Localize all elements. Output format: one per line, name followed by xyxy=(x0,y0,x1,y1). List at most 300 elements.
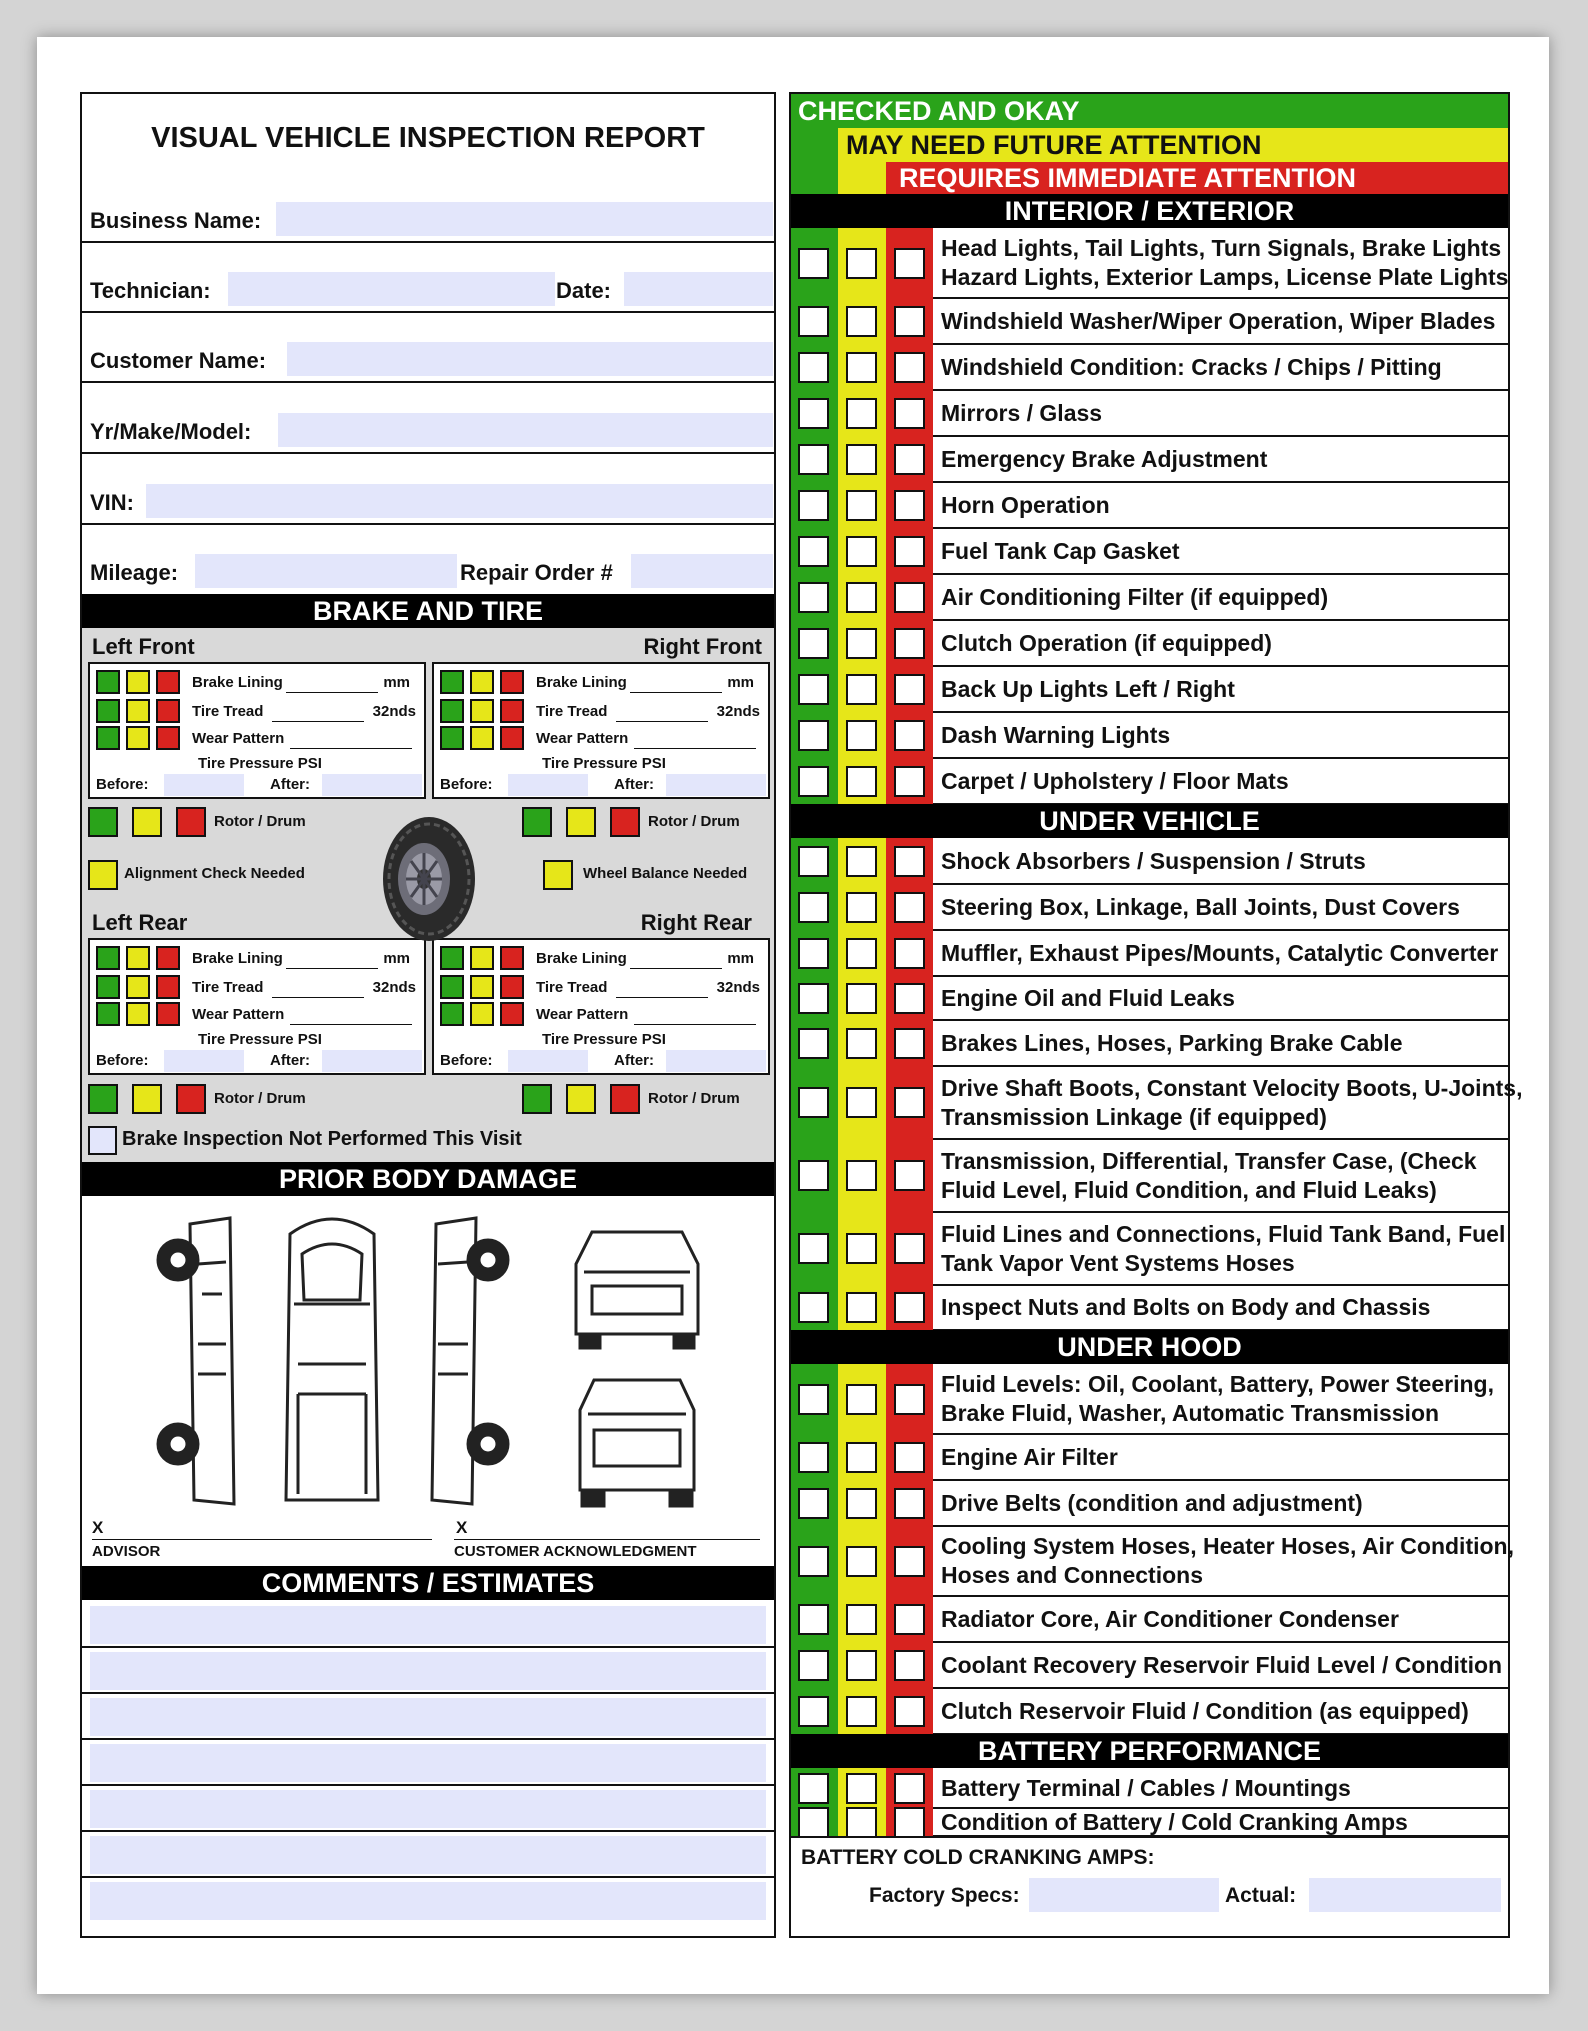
right-front-after-field[interactable] xyxy=(666,774,766,796)
interior-item-label xyxy=(941,721,1170,750)
right-front-tire-tread-line[interactable] xyxy=(616,721,708,722)
interior-item-text-line: Horn Operation xyxy=(941,491,1110,518)
right-front-tire-tread-immediate-box[interactable] xyxy=(500,699,524,723)
right-front-brake-lining-line[interactable] xyxy=(630,692,722,693)
under-vehicle-item-text-line: Shock Absorbers / Suspension / Struts xyxy=(941,847,1366,874)
comment-line[interactable] xyxy=(90,1790,766,1828)
under-vehicle-item-text-line: Fluid Level, Fluid Condition, and Fluid Leaks) xyxy=(941,1176,1437,1203)
divider xyxy=(82,1876,774,1878)
customer-acknowledgment-label: CUSTOMER ACKNOWLEDGMENT xyxy=(454,1543,697,1560)
left-rear-rotor-immediate-box[interactable] xyxy=(176,1084,206,1114)
under-vehicle-item-3-future-checkbox[interactable] xyxy=(846,938,877,969)
divider xyxy=(933,1065,1508,1067)
under-vehicle-item-label xyxy=(941,984,1235,1013)
truck-rear-view xyxy=(580,1380,694,1506)
alignment-check-box[interactable] xyxy=(88,860,118,890)
comment-line[interactable] xyxy=(90,1698,766,1736)
left-front-rotor-immediate-box[interactable] xyxy=(176,807,206,837)
left-front-wear-pattern-immediate-box[interactable] xyxy=(156,726,180,750)
left-rear-after-label: After: xyxy=(270,1052,310,1069)
right-front-rotor-drum xyxy=(522,807,762,839)
left-front-before-label: Before: xyxy=(96,776,149,793)
under-hood-header: UNDER HOOD xyxy=(791,1330,1508,1364)
right-front-brake-lining-future-box[interactable] xyxy=(470,670,494,694)
under-vehicle-item-text-line: Engine Oil and Fluid Leaks xyxy=(941,984,1235,1011)
brake-not-performed-checkbox[interactable] xyxy=(88,1126,117,1155)
under-hood-item-2-immediate-checkbox[interactable] xyxy=(894,1442,925,1473)
repair-order-field[interactable] xyxy=(631,554,773,588)
right-rear-rotor-ok-box[interactable] xyxy=(522,1084,552,1114)
under-vehicle-item-label xyxy=(941,1029,1403,1058)
comment-line[interactable] xyxy=(90,1744,766,1782)
under-vehicle-item-label xyxy=(941,1074,1522,1132)
divider xyxy=(933,1641,1508,1643)
right-front-rotor-ok-box[interactable] xyxy=(522,807,552,837)
right-rear-tire-tread-immediate-box[interactable] xyxy=(500,975,524,999)
interior-item-7-immediate-checkbox[interactable] xyxy=(894,536,925,567)
right-front-wear-pattern-immediate-box[interactable] xyxy=(500,726,524,750)
right-rear-brake-lining-immediate-box[interactable] xyxy=(500,946,524,970)
vin-label: VIN: xyxy=(90,490,134,515)
right-rear-tire-tread-future-box[interactable] xyxy=(470,975,494,999)
right-rear-wear-pattern-immediate-box[interactable] xyxy=(500,1002,524,1026)
interior-item-10-ok-checkbox[interactable] xyxy=(798,674,829,705)
interior-item-7-future-checkbox[interactable] xyxy=(846,536,877,567)
mileage-field[interactable] xyxy=(195,554,457,588)
under-vehicle-item-text-line: Tank Vapor Vent Systems Hoses xyxy=(941,1249,1295,1276)
right-rear-wear-pattern-line[interactable] xyxy=(634,1024,756,1025)
divider xyxy=(791,1836,1508,1838)
right-front-tire-tread-ok-box[interactable] xyxy=(440,699,464,723)
right-front-label: Right Front xyxy=(643,634,762,659)
under-hood-item-6-ok-checkbox[interactable] xyxy=(798,1650,829,1681)
under-vehicle-item-label xyxy=(941,1293,1430,1322)
divider xyxy=(933,619,1508,621)
left-front-wear-pattern-future-box[interactable] xyxy=(126,726,150,750)
under-hood-item-4-immediate-checkbox[interactable] xyxy=(894,1546,925,1577)
under-hood-item-5-future-checkbox[interactable] xyxy=(846,1604,877,1635)
right-front-rotor-immediate-box[interactable] xyxy=(610,807,640,837)
under-hood-item-text-line: Cooling System Hoses, Heater Hoses, Air Condition, xyxy=(941,1533,1514,1559)
left-rear-brake-lining-future-box[interactable] xyxy=(126,946,150,970)
left-panel xyxy=(80,92,776,1938)
interior-item-5-immediate-checkbox[interactable] xyxy=(894,444,925,475)
advisor-signature-line[interactable] xyxy=(92,1539,432,1540)
wheel-balance-box[interactable] xyxy=(543,860,573,890)
right-front-brake-lining-ok-box[interactable] xyxy=(440,670,464,694)
battery-item-text-line: Condition of Battery / Cold Cranking Amps xyxy=(941,1808,1408,1835)
left-front-after-label: After: xyxy=(270,776,310,793)
interior-item-label xyxy=(941,399,1102,428)
under-vehicle-item-3-immediate-checkbox[interactable] xyxy=(894,938,925,969)
left-rear-brake-lining-unit: mm xyxy=(383,950,410,967)
left-rear-tire-tread-line[interactable] xyxy=(272,997,364,998)
interior-item-1-future-checkbox[interactable] xyxy=(846,248,877,279)
divider xyxy=(933,1479,1508,1481)
interior-item-4-ok-checkbox[interactable] xyxy=(798,398,829,429)
interior-item-label xyxy=(941,353,1442,382)
divider xyxy=(82,452,774,454)
under-hood-item-2-future-checkbox[interactable] xyxy=(846,1442,877,1473)
divider xyxy=(933,527,1508,529)
under-hood-item-6-future-checkbox[interactable] xyxy=(846,1650,877,1681)
under-vehicle-item-2-future-checkbox[interactable] xyxy=(846,892,877,923)
checklist xyxy=(791,94,1523,1836)
right-front-tire-tread-future-box[interactable] xyxy=(470,699,494,723)
right-front-brake-lining-label: Brake Lining xyxy=(536,674,627,691)
date-field[interactable] xyxy=(624,272,773,306)
left-front-before-field[interactable] xyxy=(164,774,244,796)
interior-item-8-immediate-checkbox[interactable] xyxy=(894,582,925,613)
under-vehicle-item-1-immediate-checkbox[interactable] xyxy=(894,846,925,877)
interior-item-text-line: Carpet / Upholstery / Floor Mats xyxy=(941,767,1289,794)
left-rear-wear-pattern-line[interactable] xyxy=(290,1024,412,1025)
interior-item-3-immediate-checkbox[interactable] xyxy=(894,352,925,383)
interior-exterior-header: INTERIOR / EXTERIOR xyxy=(791,194,1508,228)
under-vehicle-item-7-immediate-checkbox[interactable] xyxy=(894,1160,925,1191)
right-front-wear-pattern-label: Wear Pattern xyxy=(536,730,629,747)
left-front-after-field[interactable] xyxy=(322,774,422,796)
prior-body-damage-header: PRIOR BODY DAMAGE xyxy=(82,1162,774,1196)
under-vehicle-header: UNDER VEHICLE xyxy=(791,804,1508,838)
under-vehicle-item-8-future-checkbox[interactable] xyxy=(846,1233,877,1264)
actual-field[interactable] xyxy=(1309,1878,1501,1912)
left-front-tire-tread-future-box[interactable] xyxy=(126,699,150,723)
left-rear-wear-pattern-immediate-box[interactable] xyxy=(156,1002,180,1026)
under-vehicle-item-7-ok-checkbox[interactable] xyxy=(798,1160,829,1191)
yr-make-model-field[interactable] xyxy=(278,413,773,447)
interior-item-1-ok-checkbox[interactable] xyxy=(798,248,829,279)
right-rear-brake-lining-future-box[interactable] xyxy=(470,946,494,970)
divider xyxy=(82,523,774,525)
interior-item-8-ok-checkbox[interactable] xyxy=(798,582,829,613)
left-front-brake-lining-label: Brake Lining xyxy=(192,674,283,691)
divider xyxy=(933,711,1508,713)
battery-item-1-ok-checkbox[interactable] xyxy=(798,1773,829,1804)
under-vehicle-item-6-immediate-checkbox[interactable] xyxy=(894,1087,925,1118)
truck-right-side-view xyxy=(432,1218,508,1504)
advisor-x: X xyxy=(92,1518,104,1537)
interior-item-4-immediate-checkbox[interactable] xyxy=(894,398,925,429)
under-hood-item-2-ok-checkbox[interactable] xyxy=(798,1442,829,1473)
interior-item-9-future-checkbox[interactable] xyxy=(846,628,877,659)
technician-label: Technician: xyxy=(90,278,211,303)
comment-line[interactable] xyxy=(90,1882,766,1920)
interior-item-8-future-checkbox[interactable] xyxy=(846,582,877,613)
interior-item-4-future-checkbox[interactable] xyxy=(846,398,877,429)
technician-field[interactable] xyxy=(228,272,555,306)
under-vehicle-item-6-ok-checkbox[interactable] xyxy=(798,1087,829,1118)
interior-item-12-future-checkbox[interactable] xyxy=(846,766,877,797)
under-hood-item-text-line: Hoses and Connections xyxy=(941,1562,1203,1588)
under-vehicle-item-8-ok-checkbox[interactable] xyxy=(798,1233,829,1264)
right-front-wear-pattern-ok-box[interactable] xyxy=(440,726,464,750)
under-hood-item-1-future-checkbox[interactable] xyxy=(846,1384,877,1415)
under-vehicle-item-5-future-checkbox[interactable] xyxy=(846,1028,877,1059)
interior-item-6-future-checkbox[interactable] xyxy=(846,490,877,521)
divider xyxy=(82,381,774,383)
left-front-brake-lining-ok-box[interactable] xyxy=(96,670,120,694)
right-rear-wear-pattern-future-box[interactable] xyxy=(470,1002,494,1026)
divider xyxy=(933,573,1508,575)
comments-estimates-header: COMMENTS / ESTIMATES xyxy=(82,1566,774,1600)
under-hood-item-1-ok-checkbox[interactable] xyxy=(798,1384,829,1415)
left-rear-brake-lining-immediate-box[interactable] xyxy=(156,946,180,970)
interior-item-2-immediate-checkbox[interactable] xyxy=(894,306,925,337)
right-rear-tire-box xyxy=(432,938,770,1075)
interior-item-text-line: Windshield Condition: Cracks / Chips / Pitting xyxy=(941,353,1442,380)
yr-make-model-label: Yr/Make/Model: xyxy=(90,419,252,444)
right-rear-tire-tread-ok-box[interactable] xyxy=(440,975,464,999)
divider xyxy=(933,1138,1508,1140)
advisor-label: ADVISOR xyxy=(92,1543,161,1560)
left-front-wear-pattern-label: Wear Pattern xyxy=(192,730,285,747)
left-rear-tire-tread-immediate-box[interactable] xyxy=(156,975,180,999)
under-vehicle-item-9-ok-checkbox[interactable] xyxy=(798,1292,829,1323)
date-label: Date: xyxy=(556,278,612,303)
divider xyxy=(933,1525,1508,1527)
right-front-before-field[interactable] xyxy=(508,774,588,796)
under-hood-item-7-immediate-checkbox[interactable] xyxy=(894,1696,925,1727)
under-vehicle-item-9-future-checkbox[interactable] xyxy=(846,1292,877,1323)
left-rear-wear-pattern-future-box[interactable] xyxy=(126,1002,150,1026)
comment-line[interactable] xyxy=(90,1652,766,1690)
under-vehicle-item-text-line: Steering Box, Linkage, Ball Joints, Dust Covers xyxy=(941,893,1460,920)
under-vehicle-item-3-ok-checkbox[interactable] xyxy=(798,938,829,969)
under-vehicle-item-2-immediate-checkbox[interactable] xyxy=(894,892,925,923)
interior-item-9-immediate-checkbox[interactable] xyxy=(894,628,925,659)
under-vehicle-item-9-immediate-checkbox[interactable] xyxy=(894,1292,925,1323)
interior-item-5-future-checkbox[interactable] xyxy=(846,444,877,475)
right-front-wear-pattern-future-box[interactable] xyxy=(470,726,494,750)
under-vehicle-item-1-ok-checkbox[interactable] xyxy=(798,846,829,877)
factory-specs-label: Factory Specs: xyxy=(869,1884,1020,1907)
right-rear-rotor-future-box[interactable] xyxy=(566,1084,596,1114)
left-front-tire-box xyxy=(88,662,426,799)
divider xyxy=(933,481,1508,483)
right-rear-rotor-drum xyxy=(522,1084,762,1116)
left-front-tire-tread-ok-box[interactable] xyxy=(96,699,120,723)
right-front-rotor-future-box[interactable] xyxy=(566,807,596,837)
left-rear-before-field[interactable] xyxy=(164,1050,244,1072)
interior-item-11-immediate-checkbox[interactable] xyxy=(894,720,925,751)
tire-icon xyxy=(380,814,478,944)
right-rear-after-field[interactable] xyxy=(666,1050,766,1072)
comment-line[interactable] xyxy=(90,1606,766,1644)
interior-item-10-future-checkbox[interactable] xyxy=(846,674,877,705)
battery-item-label xyxy=(941,1774,1351,1803)
under-hood-item-7-future-checkbox[interactable] xyxy=(846,1696,877,1727)
under-vehicle-item-4-immediate-checkbox[interactable] xyxy=(894,983,925,1014)
interior-item-1-immediate-checkbox[interactable] xyxy=(894,248,925,279)
left-rear-tire-tread-future-box[interactable] xyxy=(126,975,150,999)
left-front-rotor-drum xyxy=(88,807,388,839)
under-hood-item-label xyxy=(941,1532,1514,1590)
interior-item-6-ok-checkbox[interactable] xyxy=(798,490,829,521)
under-vehicle-item-8-immediate-checkbox[interactable] xyxy=(894,1233,925,1264)
interior-item-text-line: Dash Warning Lights xyxy=(941,721,1171,748)
left-front-tire-tread-immediate-box[interactable] xyxy=(156,699,180,723)
interior-item-2-ok-checkbox[interactable] xyxy=(798,306,829,337)
under-hood-item-3-immediate-checkbox[interactable] xyxy=(894,1488,925,1519)
interior-item-text-line: Back Up Lights Left / Right xyxy=(941,675,1235,702)
right-front-brake-lining-unit: mm xyxy=(727,674,754,691)
battery-item-2-future-checkbox[interactable] xyxy=(846,1807,877,1838)
truck-top-view xyxy=(286,1219,378,1500)
right-rear-after-label: After: xyxy=(614,1052,654,1069)
under-vehicle-item-5-immediate-checkbox[interactable] xyxy=(894,1028,925,1059)
business-name-field[interactable] xyxy=(276,202,773,236)
under-hood-item-4-ok-checkbox[interactable] xyxy=(798,1546,829,1577)
brake-not-performed-label: Brake Inspection Not Performed This Visit xyxy=(122,1128,522,1150)
interior-item-10-immediate-checkbox[interactable] xyxy=(894,674,925,705)
comment-line[interactable] xyxy=(90,1836,766,1874)
interior-item-11-ok-checkbox[interactable] xyxy=(798,720,829,751)
left-front-wear-pattern-line[interactable] xyxy=(290,748,412,749)
battery-item-1-immediate-checkbox[interactable] xyxy=(894,1773,925,1804)
under-vehicle-item-text-line: Transmission Linkage (if equipped) xyxy=(941,1103,1327,1130)
right-panel xyxy=(789,92,1523,1938)
left-front-tire-tread-line[interactable] xyxy=(272,721,364,722)
under-vehicle-item-label xyxy=(941,847,1366,876)
vin-field[interactable] xyxy=(146,484,773,518)
right-front-tire-tread-unit: 32nds xyxy=(716,703,760,720)
right-front-brake-lining-immediate-box[interactable] xyxy=(500,670,524,694)
battery-item-2-ok-checkbox[interactable] xyxy=(798,1807,829,1838)
interior-item-label xyxy=(941,491,1110,520)
left-front-brake-lining-immediate-box[interactable] xyxy=(156,670,180,694)
left-rear-tire-tread-ok-box[interactable] xyxy=(96,975,120,999)
battery-item-1-future-checkbox[interactable] xyxy=(846,1773,877,1804)
left-rear-rotor-future-box[interactable] xyxy=(132,1084,162,1114)
left-rear-rotor-drum-label: Rotor / Drum xyxy=(214,1090,306,1107)
interior-item-6-immediate-checkbox[interactable] xyxy=(894,490,925,521)
divider xyxy=(933,929,1508,931)
interior-item-12-ok-checkbox[interactable] xyxy=(798,766,829,797)
under-hood-item-1-immediate-checkbox[interactable] xyxy=(894,1384,925,1415)
right-front-after-label: After: xyxy=(614,776,654,793)
legend-immediate-attention: REQUIRES IMMEDIATE ATTENTION xyxy=(899,163,1356,193)
left-rear-label: Left Rear xyxy=(92,910,188,935)
left-rear-after-field[interactable] xyxy=(322,1050,422,1072)
under-vehicle-item-text-line: Transmission, Differential, Transfer Case, (Check xyxy=(941,1147,1477,1174)
under-vehicle-item-1-future-checkbox[interactable] xyxy=(846,846,877,877)
under-vehicle-item-4-ok-checkbox[interactable] xyxy=(798,983,829,1014)
under-vehicle-item-7-future-checkbox[interactable] xyxy=(846,1160,877,1191)
left-rear-brake-lining-line[interactable] xyxy=(286,968,378,969)
under-hood-item-text-line: Brake Fluid, Washer, Automatic Transmission xyxy=(941,1400,1440,1426)
truck-front-view xyxy=(576,1232,698,1348)
divider xyxy=(933,975,1508,977)
right-rear-rotor-immediate-box[interactable] xyxy=(610,1084,640,1114)
interior-item-text-line: Windshield Washer/Wiper Operation, Wiper Blades xyxy=(941,307,1496,334)
under-hood-item-label xyxy=(941,1697,1469,1726)
left-rear-wear-pattern-ok-box[interactable] xyxy=(96,1002,120,1026)
interior-item-text-line: Fuel Tank Cap Gasket xyxy=(941,537,1180,564)
interior-item-5-ok-checkbox[interactable] xyxy=(798,444,829,475)
left-front-rotor-future-box[interactable] xyxy=(132,807,162,837)
under-vehicle-item-4-future-checkbox[interactable] xyxy=(846,983,877,1014)
under-hood-item-7-ok-checkbox[interactable] xyxy=(798,1696,829,1727)
right-rear-wear-pattern-ok-box[interactable] xyxy=(440,1002,464,1026)
brake-and-tire-header: BRAKE AND TIRE xyxy=(82,594,774,628)
under-hood-item-text-line: Fluid Levels: Oil, Coolant, Battery, Power Steering, xyxy=(941,1371,1494,1397)
right-rear-wear-pattern-label: Wear Pattern xyxy=(536,1006,629,1023)
left-rear-wear-pattern-label: Wear Pattern xyxy=(192,1006,285,1023)
right-rear-tire-pressure-label: Tire Pressure PSI xyxy=(542,1031,666,1048)
interior-item-11-future-checkbox[interactable] xyxy=(846,720,877,751)
right-rear-brake-lining-ok-box[interactable] xyxy=(440,946,464,970)
under-hood-item-3-ok-checkbox[interactable] xyxy=(798,1488,829,1519)
factory-specs-field[interactable] xyxy=(1029,1878,1219,1912)
under-hood-item-label xyxy=(941,1370,1494,1428)
divider xyxy=(82,311,774,313)
customer-signature-line[interactable] xyxy=(454,1539,760,1540)
customer-name-field[interactable] xyxy=(287,342,773,376)
divider xyxy=(82,241,774,243)
under-vehicle-item-6-future-checkbox[interactable] xyxy=(846,1087,877,1118)
interior-item-12-immediate-checkbox[interactable] xyxy=(894,766,925,797)
left-front-rotor-ok-box[interactable] xyxy=(88,807,118,837)
under-hood-item-6-immediate-checkbox[interactable] xyxy=(894,1650,925,1681)
left-front-brake-lining-line[interactable] xyxy=(286,692,378,693)
right-front-before-label: Before: xyxy=(440,776,493,793)
divider xyxy=(933,1019,1508,1021)
under-vehicle-item-2-ok-checkbox[interactable] xyxy=(798,892,829,923)
under-hood-item-4-future-checkbox[interactable] xyxy=(846,1546,877,1577)
interior-item-2-future-checkbox[interactable] xyxy=(846,306,877,337)
interior-item-3-future-checkbox[interactable] xyxy=(846,352,877,383)
divider xyxy=(933,1284,1508,1286)
under-vehicle-item-text-line: Brakes Lines, Hoses, Parking Brake Cable xyxy=(941,1029,1403,1056)
under-hood-item-3-future-checkbox[interactable] xyxy=(846,1488,877,1519)
right-rear-brake-lining-unit: mm xyxy=(727,950,754,967)
actual-label: Actual: xyxy=(1225,1884,1297,1907)
left-rear-tire-tread-unit: 32nds xyxy=(372,979,416,996)
interior-item-label xyxy=(941,583,1328,612)
right-rear-brake-lining-line[interactable] xyxy=(630,968,722,969)
left-rear-brake-lining-ok-box[interactable] xyxy=(96,946,120,970)
under-hood-item-text-line: Drive Belts (condition and adjustment) xyxy=(941,1489,1363,1516)
left-rear-rotor-ok-box[interactable] xyxy=(88,1084,118,1114)
under-vehicle-item-text-line: Fluid Lines and Connections, Fluid Tank Band, Fuel xyxy=(941,1220,1506,1247)
divider xyxy=(933,343,1508,345)
left-rear-tire-pressure-label: Tire Pressure PSI xyxy=(198,1031,322,1048)
interior-item-7-ok-checkbox[interactable] xyxy=(798,536,829,567)
right-front-wear-pattern-line[interactable] xyxy=(634,748,756,749)
left-front-brake-lining-future-box[interactable] xyxy=(126,670,150,694)
right-rear-tire-tread-line[interactable] xyxy=(616,997,708,998)
left-front-wear-pattern-ok-box[interactable] xyxy=(96,726,120,750)
interior-item-3-ok-checkbox[interactable] xyxy=(798,352,829,383)
truck-left-side-view xyxy=(158,1218,234,1504)
interior-item-9-ok-checkbox[interactable] xyxy=(798,628,829,659)
under-hood-item-5-immediate-checkbox[interactable] xyxy=(894,1604,925,1635)
interior-item-text-line: Air Conditioning Filter (if equipped) xyxy=(941,583,1329,610)
right-rear-before-field[interactable] xyxy=(508,1050,588,1072)
under-vehicle-item-5-ok-checkbox[interactable] xyxy=(798,1028,829,1059)
right-front-tire-box xyxy=(432,662,770,799)
divider xyxy=(933,757,1508,759)
left-rear-tire-box xyxy=(88,938,426,1075)
repair-order-label: Repair Order # xyxy=(460,560,613,585)
left-rear-brake-lining-label: Brake Lining xyxy=(192,950,283,967)
battery-item-2-immediate-checkbox[interactable] xyxy=(894,1807,925,1838)
divider xyxy=(82,1738,774,1740)
under-vehicle-item-label xyxy=(941,1220,1505,1278)
under-vehicle-item-label xyxy=(941,939,1498,968)
under-hood-item-5-ok-checkbox[interactable] xyxy=(798,1604,829,1635)
